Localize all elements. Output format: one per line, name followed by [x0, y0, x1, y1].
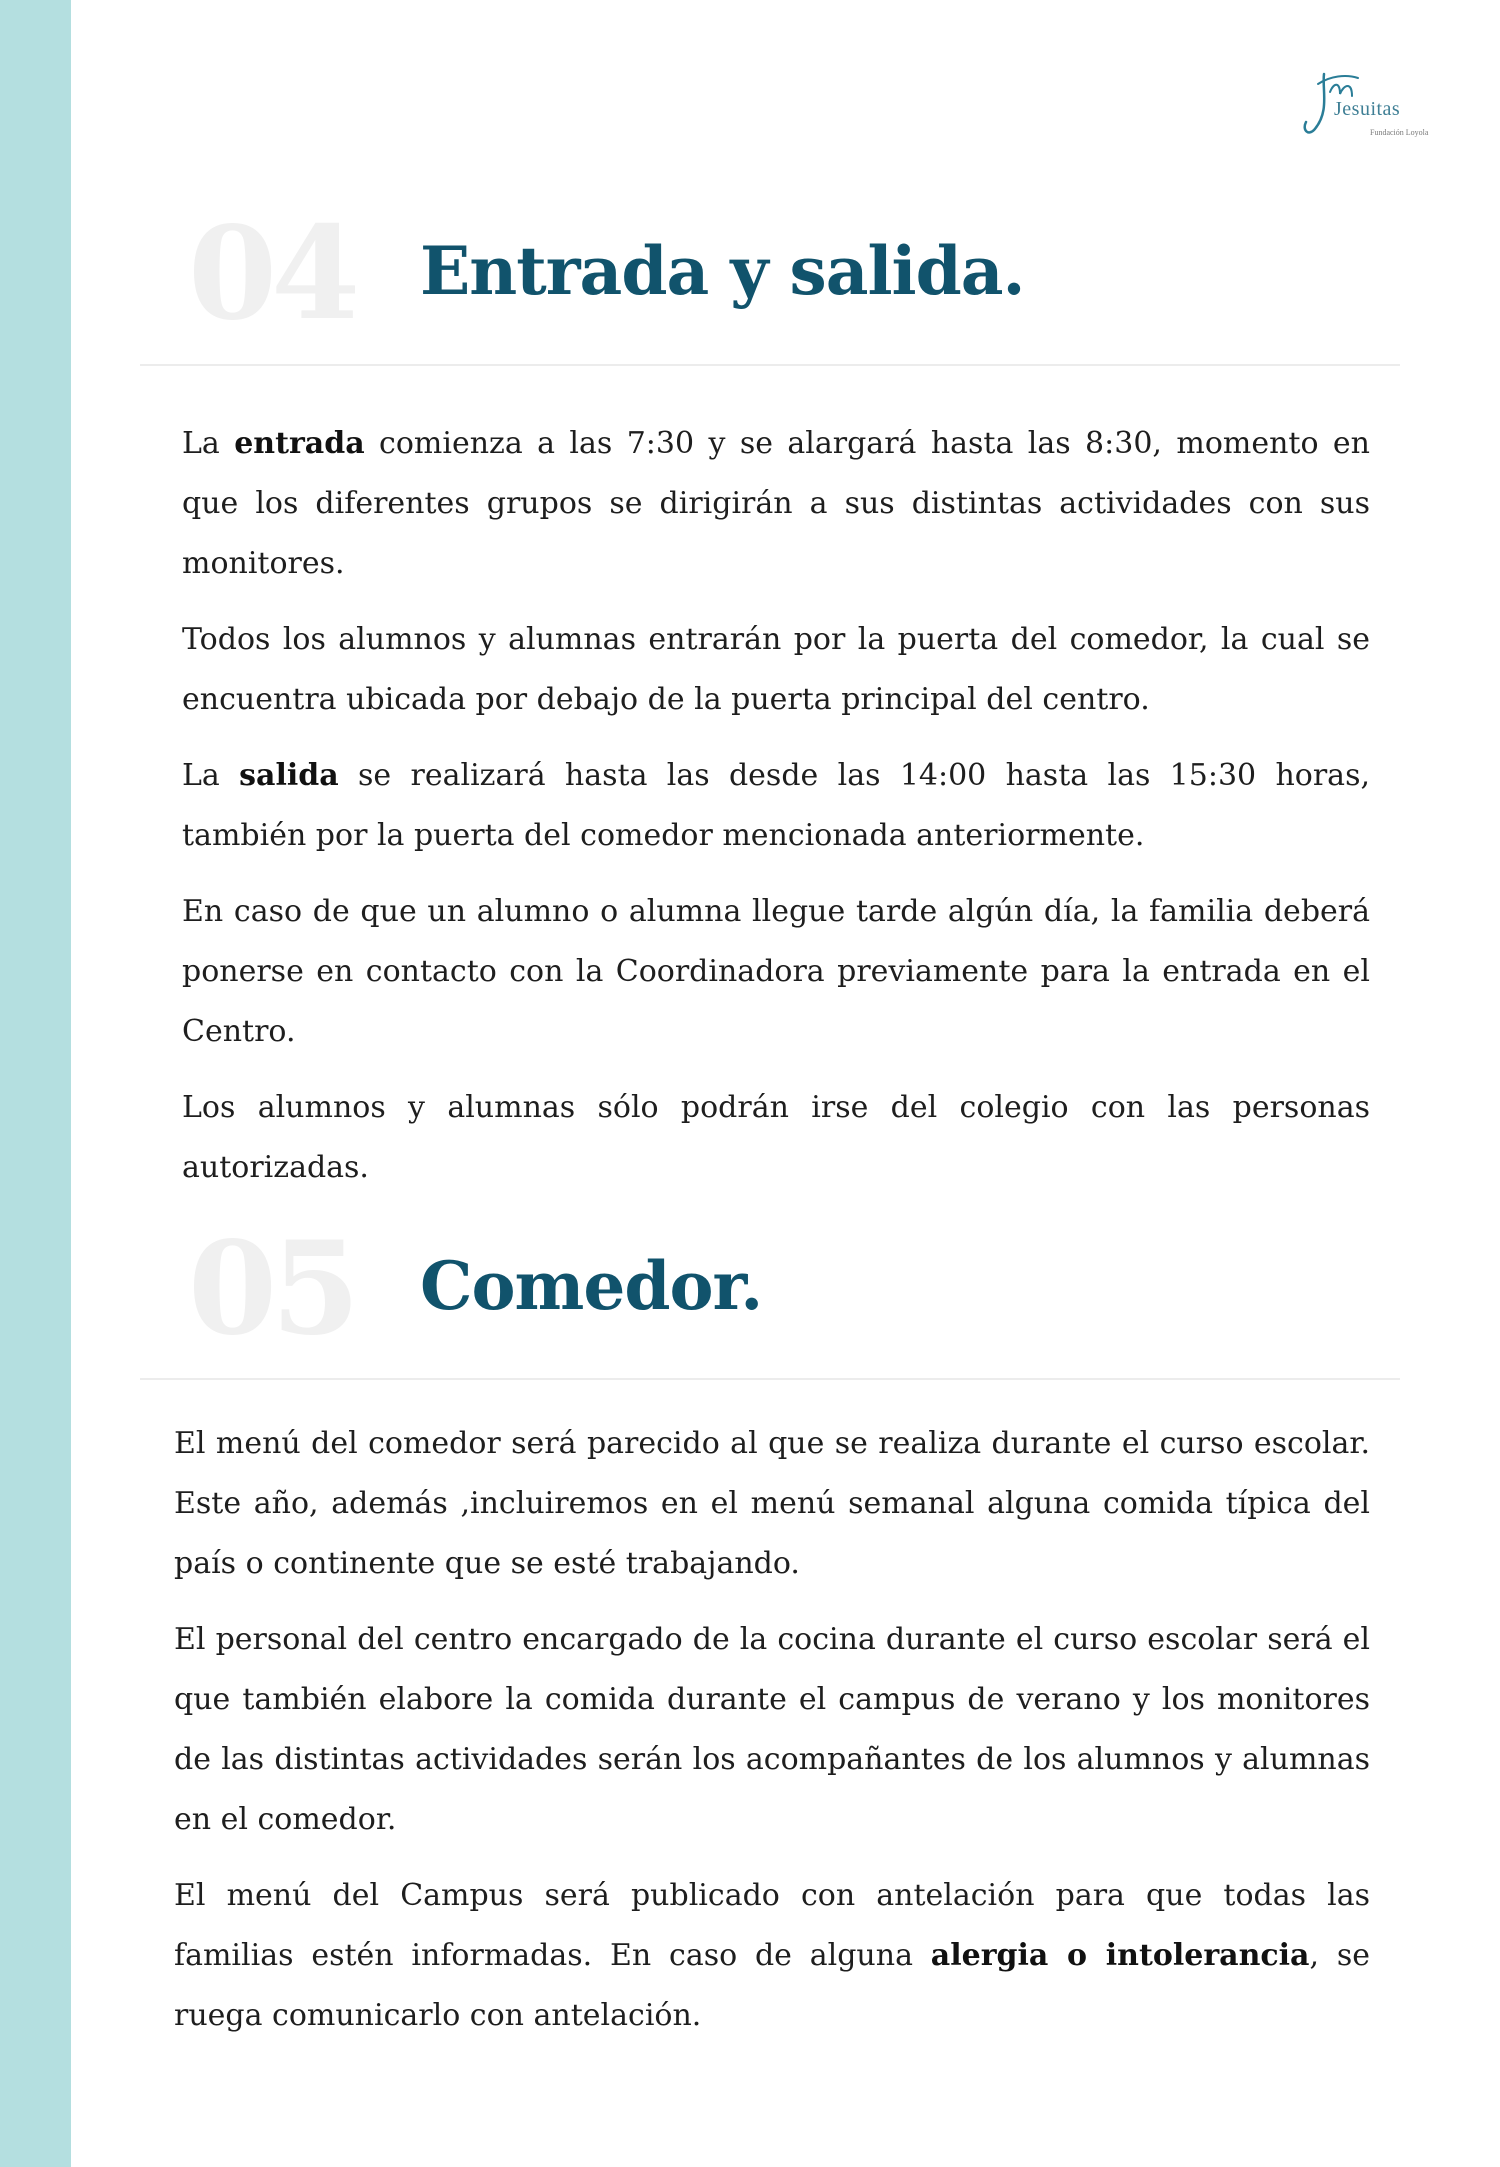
paragraph: Todos los alumnos y alumnas entrarán por la puerta del comedor, la cual se encuentra ubicada por debajo de la puerta principal del centro.	[182, 622, 1370, 717]
side-color-band	[0, 0, 71, 2167]
section-number: 05	[188, 1214, 355, 1364]
paragraph: En caso de que un alumno o alumna llegue tarde algún día, la familia deberá ponerse en contacto con la Coordinadora previamente para la entrada en el Centro.	[182, 894, 1370, 1049]
paragraph: El menú del comedor será parecido al que se realiza durante el curso escolar. Este año, además ,incluiremos en el menú semanal alguna comida típica del país o continente que se esté trabajando.	[174, 1426, 1370, 1581]
section-body	[174, 1414, 1370, 2062]
section-title: Entrada y salida.	[420, 232, 1025, 310]
paragraph: El personal del centro encargado de la cocina durante el curso escolar será el que también elabore la comida durante el campus de verano y los monitores de las distintas actividades serán los acompañantes de los alumnos y alumnas en el comedor.	[174, 1622, 1370, 1837]
paragraph: La entrada comienza a las 7:30 y se alargará hasta las 8:30, momento en que los diferentes grupos se dirigirán a sus distintas actividades con sus monitores.	[182, 426, 1371, 581]
jesuitas-logo	[1300, 60, 1460, 150]
paragraph: La salida se realizará hasta las desde las 14:00 hasta las 15:30 horas, también por la puerta del comedor mencionada anteriormente.	[182, 758, 1370, 853]
section-divider	[140, 1378, 1400, 1380]
logo-wordmark: Jesuitas	[1334, 98, 1401, 120]
section-number: 04	[188, 199, 355, 349]
paragraph: El menú del Campus será publicado con antelación para que todas las familias estén informadas. En caso de alguna alergia o intolerancia, se ruega comunicarlo con antelación.	[174, 1878, 1370, 2033]
section-body	[182, 414, 1370, 1214]
bold-term: alergia o intolerancia	[930, 1938, 1310, 1973]
logo-subtitle: Fundación Loyola	[1370, 128, 1429, 137]
section-title: Comedor.	[420, 1247, 763, 1325]
bold-term: entrada	[234, 426, 365, 461]
section-divider	[140, 364, 1400, 366]
paragraph: Los alumnos y alumnas sólo podrán irse del colegio con las personas autorizadas.	[182, 1090, 1370, 1185]
bold-term: salida	[239, 758, 339, 793]
